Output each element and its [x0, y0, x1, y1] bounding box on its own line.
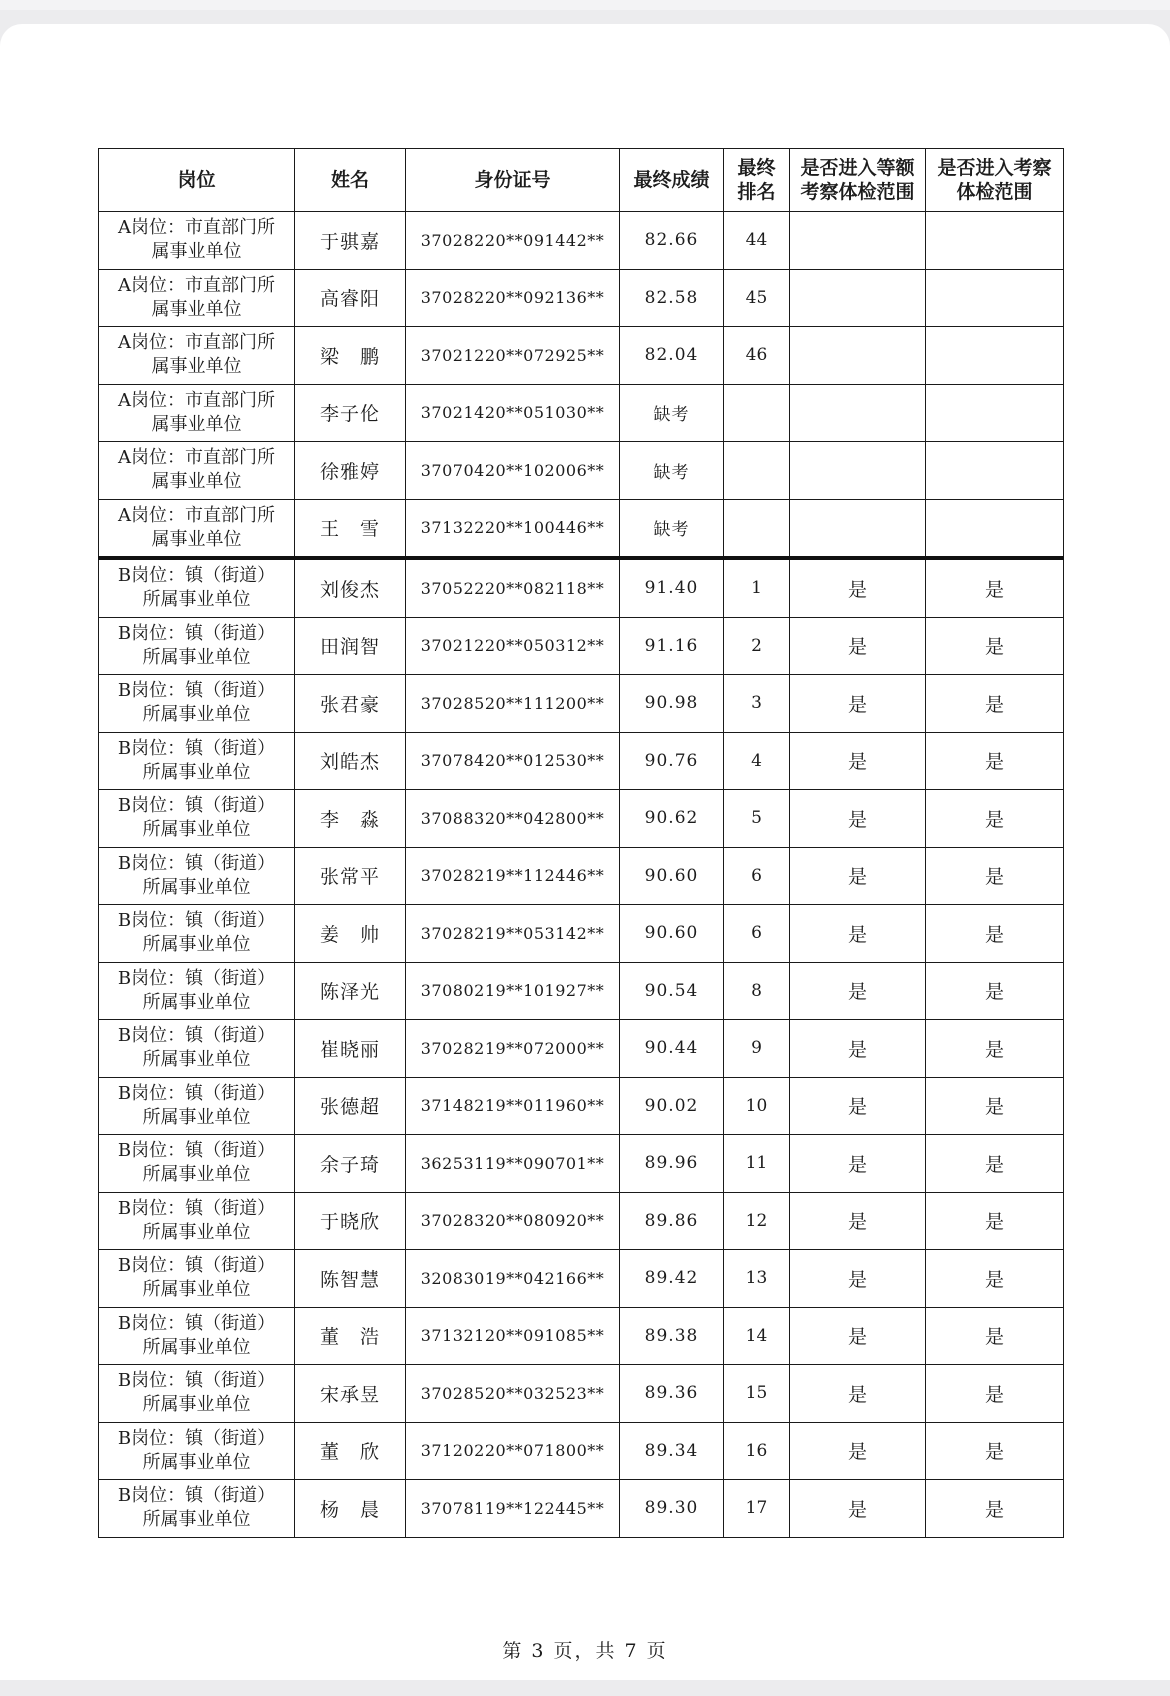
table-row [99, 1307, 1064, 1365]
inspect-flag-cell [926, 499, 1064, 558]
rank-cell: 16 [724, 1422, 790, 1480]
post-cell [99, 1307, 295, 1365]
table-row [99, 1365, 1064, 1423]
post-line: B岗位：镇（街道） [117, 852, 276, 874]
post-line: 所属事业单位 [142, 1221, 251, 1243]
post-line: B岗位：镇（街道） [117, 737, 276, 759]
id-cell: 37078420**012530** [406, 732, 620, 790]
post-cell [99, 1365, 295, 1423]
name-cell: 徐雅婷 [295, 442, 406, 500]
id-cell: 37052220**082118** [406, 558, 620, 617]
rank-cell: 13 [724, 1250, 790, 1308]
results-table [98, 148, 1064, 1538]
post-line: A岗位：市直部门所 [118, 447, 275, 469]
inspect-flag-cell: 是 [926, 617, 1064, 675]
post-cell [99, 1250, 295, 1308]
equal-flag-cell: 是 [790, 1077, 926, 1135]
id-cell: 37021220**050312** [406, 617, 620, 675]
table-header-row [99, 149, 1064, 212]
header-name: 姓名 [295, 149, 406, 212]
inspect-flag-cell: 是 [926, 1422, 1064, 1480]
table-row [99, 1020, 1064, 1078]
equal-flag-cell: 是 [790, 1307, 926, 1365]
post-cell [99, 732, 295, 790]
post-line: B岗位：镇（街道） [117, 565, 276, 587]
post-line: B岗位：镇（街道） [117, 1025, 276, 1047]
header-inspect: 是否进入考察 体检范围 [926, 149, 1064, 212]
inspect-flag-cell: 是 [926, 1020, 1064, 1078]
inspect-flag-cell: 是 [926, 1307, 1064, 1365]
post-line: 属事业单位 [151, 413, 242, 435]
name-cell: 李子伦 [295, 384, 406, 442]
score-cell: 90.98 [620, 675, 724, 733]
table-row [99, 847, 1064, 905]
id-cell: 37028320**080920** [406, 1192, 620, 1250]
score-cell: 89.86 [620, 1192, 724, 1250]
rank-cell [724, 499, 790, 558]
post-line: A岗位：市直部门所 [118, 504, 275, 526]
equal-flag-cell: 是 [790, 1365, 926, 1423]
table-row [99, 1480, 1064, 1538]
post-line: B岗位：镇（街道） [117, 1140, 276, 1162]
name-cell: 梁 鹏 [295, 327, 406, 385]
equal-flag-cell: 是 [790, 1135, 926, 1193]
name-cell: 董 浩 [295, 1307, 406, 1365]
post-cell [99, 962, 295, 1020]
post-line: 所属事业单位 [142, 1049, 251, 1071]
post-line: 所属事业单位 [142, 1106, 251, 1128]
post-line: 所属事业单位 [142, 876, 251, 898]
equal-flag-cell: 是 [790, 675, 926, 733]
inspect-flag-cell: 是 [926, 962, 1064, 1020]
post-cell [99, 847, 295, 905]
post-line: 属事业单位 [151, 528, 242, 550]
rank-cell: 10 [724, 1077, 790, 1135]
equal-flag-cell: 是 [790, 905, 926, 963]
post-line: 所属事业单位 [142, 1279, 251, 1301]
equal-flag-cell: 是 [790, 962, 926, 1020]
equal-flag-cell [790, 269, 926, 327]
name-cell: 姜 帅 [295, 905, 406, 963]
post-line: 属事业单位 [151, 241, 242, 263]
equal-flag-cell: 是 [790, 790, 926, 848]
name-cell: 宋承昱 [295, 1365, 406, 1423]
score-cell: 89.36 [620, 1365, 724, 1423]
table-row [99, 212, 1064, 270]
table-row [99, 384, 1064, 442]
post-line: 属事业单位 [151, 356, 242, 378]
post-cell [99, 617, 295, 675]
id-cell: 37132120**091085** [406, 1307, 620, 1365]
table-row [99, 1192, 1064, 1250]
rank-cell: 4 [724, 732, 790, 790]
post-line: A岗位：市直部门所 [118, 217, 275, 239]
rank-cell: 3 [724, 675, 790, 733]
table-row [99, 499, 1064, 558]
rank-cell: 2 [724, 617, 790, 675]
score-cell: 缺考 [620, 499, 724, 558]
inspect-flag-cell [926, 442, 1064, 500]
post-cell [99, 212, 295, 270]
post-line: 所属事业单位 [142, 1451, 251, 1473]
post-line: 所属事业单位 [142, 934, 251, 956]
post-line: 所属事业单位 [142, 1394, 251, 1416]
score-cell: 90.54 [620, 962, 724, 1020]
id-cell: 37028219**112446** [406, 847, 620, 905]
post-line: 所属事业单位 [142, 819, 251, 841]
inspect-flag-cell: 是 [926, 1077, 1064, 1135]
score-cell: 缺考 [620, 384, 724, 442]
id-cell: 37021220**072925** [406, 327, 620, 385]
score-cell: 89.38 [620, 1307, 724, 1365]
name-cell: 张常平 [295, 847, 406, 905]
score-cell: 89.96 [620, 1135, 724, 1193]
equal-flag-cell [790, 384, 926, 442]
equal-flag-cell [790, 327, 926, 385]
equal-flag-cell [790, 212, 926, 270]
name-cell: 余子琦 [295, 1135, 406, 1193]
rank-cell: 45 [724, 269, 790, 327]
post-cell [99, 558, 295, 617]
post-line: A岗位：市直部门所 [118, 274, 275, 296]
equal-flag-cell [790, 499, 926, 558]
inspect-flag-cell: 是 [926, 732, 1064, 790]
post-line: 所属事业单位 [142, 1336, 251, 1358]
equal-flag-cell: 是 [790, 1192, 926, 1250]
id-cell: 37088320**042800** [406, 790, 620, 848]
post-line: 所属事业单位 [142, 704, 251, 726]
header-id: 身份证号 [406, 149, 620, 212]
post-line: B岗位：镇（街道） [117, 680, 276, 702]
post-cell [99, 499, 295, 558]
name-cell: 刘皓杰 [295, 732, 406, 790]
table-row [99, 790, 1064, 848]
post-line: 所属事业单位 [142, 1164, 251, 1186]
score-cell: 90.44 [620, 1020, 724, 1078]
id-cell: 37028219**072000** [406, 1020, 620, 1078]
inspect-flag-cell [926, 269, 1064, 327]
table-row [99, 675, 1064, 733]
table-row [99, 327, 1064, 385]
id-cell: 37078119**122445** [406, 1480, 620, 1538]
name-cell: 李 淼 [295, 790, 406, 848]
table-row [99, 962, 1064, 1020]
post-cell [99, 1020, 295, 1078]
name-cell: 杨 晨 [295, 1480, 406, 1538]
post-cell [99, 384, 295, 442]
name-cell: 于晓欣 [295, 1192, 406, 1250]
name-cell: 高睿阳 [295, 269, 406, 327]
post-cell [99, 327, 295, 385]
post-line: 所属事业单位 [142, 761, 251, 783]
id-cell: 37028220**092136** [406, 269, 620, 327]
top-strip [0, 0, 1170, 10]
post-line: B岗位：镇（街道） [117, 967, 276, 989]
id-cell: 37080219**101927** [406, 962, 620, 1020]
score-cell: 89.30 [620, 1480, 724, 1538]
inspect-flag-cell: 是 [926, 558, 1064, 617]
page-number: 第 3 页，共 7 页 [502, 1640, 668, 1662]
score-cell: 90.60 [620, 847, 724, 905]
equal-flag-cell [790, 442, 926, 500]
id-cell: 37132220**100446** [406, 499, 620, 558]
inspect-flag-cell [926, 327, 1064, 385]
table-row [99, 1077, 1064, 1135]
rank-cell: 11 [724, 1135, 790, 1193]
name-cell: 王 雪 [295, 499, 406, 558]
post-cell [99, 1422, 295, 1480]
score-cell: 89.42 [620, 1250, 724, 1308]
table-row [99, 732, 1064, 790]
inspect-flag-cell: 是 [926, 1192, 1064, 1250]
inspect-flag-cell [926, 212, 1064, 270]
inspect-flag-cell: 是 [926, 847, 1064, 905]
post-line: B岗位：镇（街道） [117, 1197, 276, 1219]
equal-flag-cell: 是 [790, 732, 926, 790]
id-cell: 32083019**042166** [406, 1250, 620, 1308]
id-cell: 37028220**091442** [406, 212, 620, 270]
table-row [99, 1135, 1064, 1193]
id-cell: 37148219**011960** [406, 1077, 620, 1135]
inspect-flag-cell: 是 [926, 1250, 1064, 1308]
post-cell [99, 1077, 295, 1135]
id-cell: 37120220**071800** [406, 1422, 620, 1480]
post-line: A岗位：市直部门所 [118, 389, 275, 411]
rank-cell: 44 [724, 212, 790, 270]
results-table-wrap [98, 148, 1063, 1538]
rank-cell: 17 [724, 1480, 790, 1538]
id-cell: 37028219**053142** [406, 905, 620, 963]
post-cell [99, 790, 295, 848]
header-equal-inspect: 是否进入等额 考察体检范围 [790, 149, 926, 212]
score-cell: 90.62 [620, 790, 724, 848]
rank-cell: 46 [724, 327, 790, 385]
inspect-flag-cell: 是 [926, 1135, 1064, 1193]
inspect-flag-cell: 是 [926, 675, 1064, 733]
table-row [99, 442, 1064, 500]
post-line: B岗位：镇（街道） [117, 1082, 276, 1104]
post-cell [99, 442, 295, 500]
post-cell [99, 905, 295, 963]
equal-flag-cell: 是 [790, 1020, 926, 1078]
post-line: A岗位：市直部门所 [118, 332, 275, 354]
inspect-flag-cell [926, 384, 1064, 442]
table-row [99, 269, 1064, 327]
rank-cell: 1 [724, 558, 790, 617]
score-cell: 90.02 [620, 1077, 724, 1135]
table-row [99, 1250, 1064, 1308]
id-cell: 37028520**111200** [406, 675, 620, 733]
table-row [99, 1422, 1064, 1480]
post-line: B岗位：镇（街道） [117, 910, 276, 932]
equal-flag-cell: 是 [790, 1480, 926, 1538]
equal-flag-cell: 是 [790, 1250, 926, 1308]
rank-cell: 15 [724, 1365, 790, 1423]
name-cell: 刘俊杰 [295, 558, 406, 617]
header-post: 岗位 [99, 149, 295, 212]
score-cell: 缺考 [620, 442, 724, 500]
inspect-flag-cell: 是 [926, 905, 1064, 963]
table-row [99, 617, 1064, 675]
name-cell: 崔晓丽 [295, 1020, 406, 1078]
header-rank: 最终 排名 [724, 149, 790, 212]
post-line: B岗位：镇（街道） [117, 622, 276, 644]
table-row [99, 905, 1064, 963]
name-cell: 陈智慧 [295, 1250, 406, 1308]
rank-cell: 9 [724, 1020, 790, 1078]
equal-flag-cell: 是 [790, 558, 926, 617]
table-body [99, 212, 1064, 1538]
inspect-flag-cell: 是 [926, 790, 1064, 848]
name-cell: 于骐嘉 [295, 212, 406, 270]
id-cell: 37021420**051030** [406, 384, 620, 442]
post-line: B岗位：镇（街道） [117, 1427, 276, 1449]
table-row [99, 558, 1064, 617]
inspect-flag-cell: 是 [926, 1480, 1064, 1538]
rank-cell [724, 442, 790, 500]
rank-cell [724, 384, 790, 442]
inspect-flag-cell: 是 [926, 1365, 1064, 1423]
id-cell: 36253119**090701** [406, 1135, 620, 1193]
post-line: B岗位：镇（街道） [117, 1312, 276, 1334]
score-cell: 82.04 [620, 327, 724, 385]
name-cell: 陈泽光 [295, 962, 406, 1020]
rank-cell: 6 [724, 905, 790, 963]
post-line: 所属事业单位 [142, 1509, 251, 1531]
score-cell: 89.34 [620, 1422, 724, 1480]
name-cell: 田润智 [295, 617, 406, 675]
rank-cell: 8 [724, 962, 790, 1020]
post-line: 属事业单位 [151, 471, 242, 493]
name-cell: 董 欣 [295, 1422, 406, 1480]
document-page [0, 24, 1170, 1680]
name-cell: 张德超 [295, 1077, 406, 1135]
rank-cell: 14 [724, 1307, 790, 1365]
equal-flag-cell: 是 [790, 617, 926, 675]
post-line: B岗位：镇（街道） [117, 795, 276, 817]
equal-flag-cell: 是 [790, 847, 926, 905]
post-line: B岗位：镇（街道） [117, 1370, 276, 1392]
rank-cell: 12 [724, 1192, 790, 1250]
post-line: B岗位：镇（街道） [117, 1255, 276, 1277]
post-line: B岗位：镇（街道） [117, 1485, 276, 1507]
score-cell: 90.60 [620, 905, 724, 963]
id-cell: 37028520**032523** [406, 1365, 620, 1423]
equal-flag-cell: 是 [790, 1422, 926, 1480]
score-cell: 91.40 [620, 558, 724, 617]
post-cell [99, 675, 295, 733]
post-cell [99, 1192, 295, 1250]
post-cell [99, 269, 295, 327]
post-line: 所属事业单位 [142, 589, 251, 611]
name-cell: 张君豪 [295, 675, 406, 733]
score-cell: 91.16 [620, 617, 724, 675]
header-score: 最终成绩 [620, 149, 724, 212]
rank-cell: 5 [724, 790, 790, 848]
post-line: 所属事业单位 [142, 646, 251, 668]
score-cell: 82.58 [620, 269, 724, 327]
score-cell: 90.76 [620, 732, 724, 790]
post-cell [99, 1135, 295, 1193]
post-cell [99, 1480, 295, 1538]
id-cell: 37070420**102006** [406, 442, 620, 500]
score-cell: 82.66 [620, 212, 724, 270]
post-line: 所属事业单位 [142, 991, 251, 1013]
rank-cell: 6 [724, 847, 790, 905]
post-line: 属事业单位 [151, 298, 242, 320]
